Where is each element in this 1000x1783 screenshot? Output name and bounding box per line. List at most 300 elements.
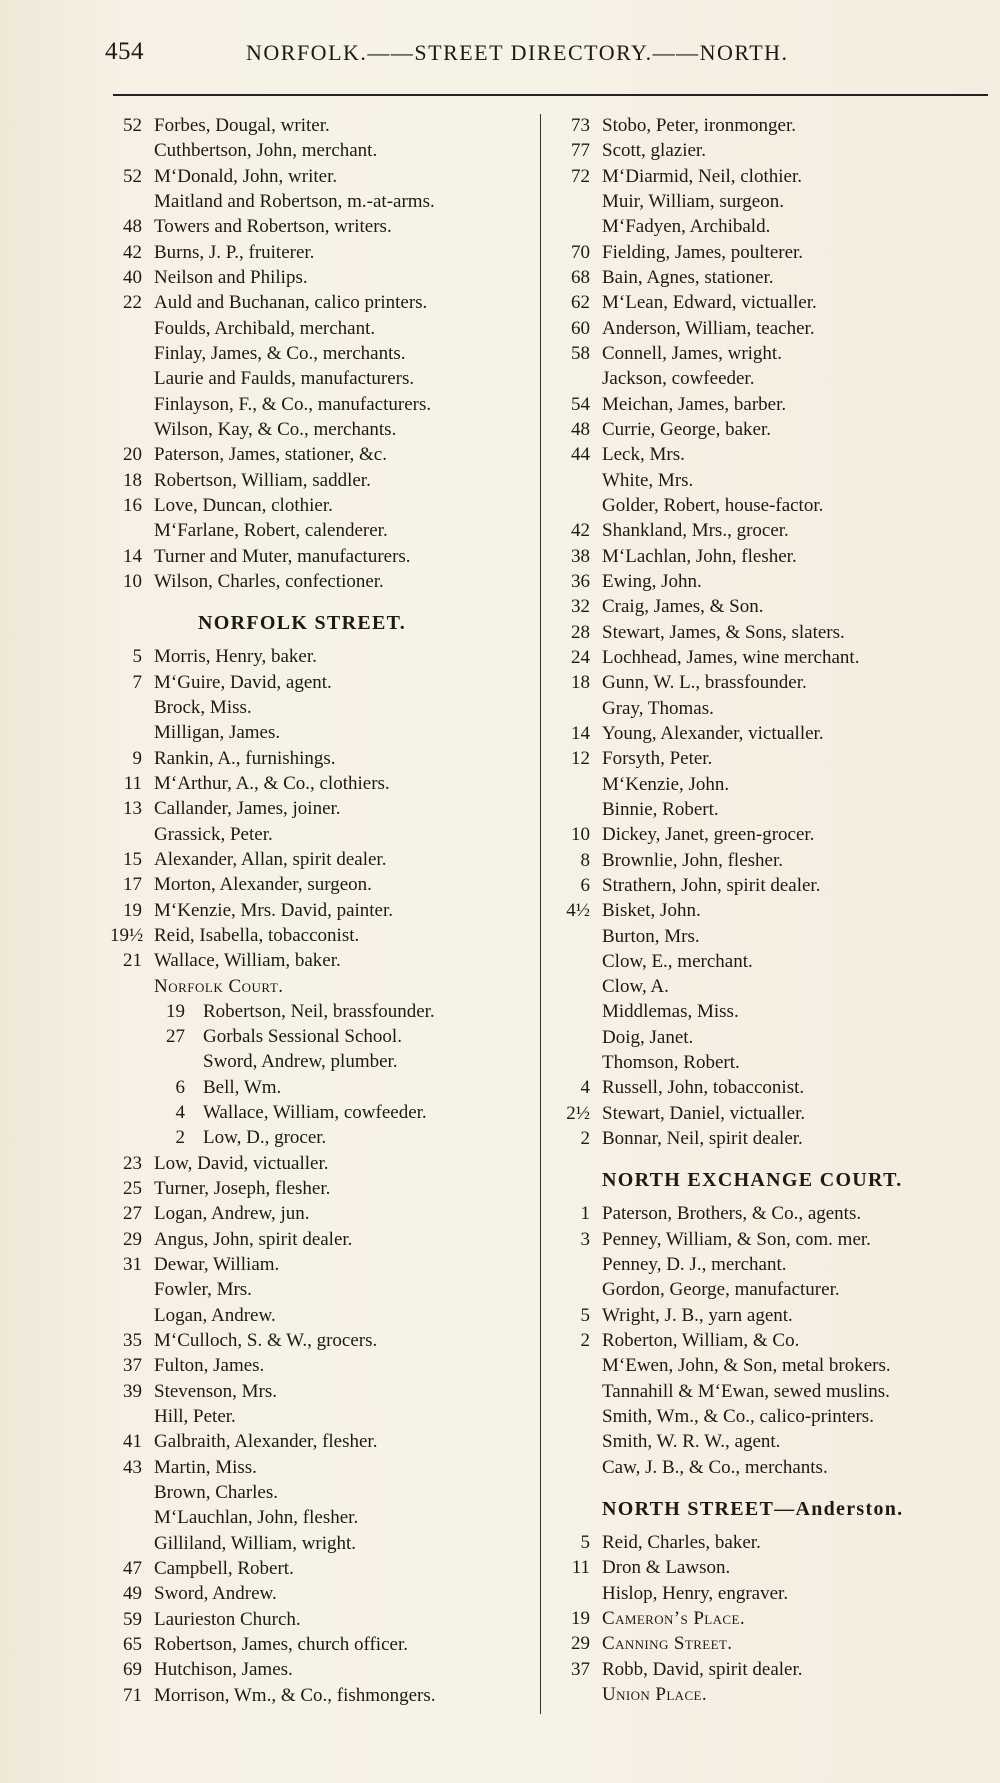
entry-text: M‘Farlane, Robert, calenderer. — [154, 520, 388, 542]
entry-text: Binnie, Robert. — [602, 798, 719, 820]
entry-text: M‘Culloch, S. & W., grocers. — [154, 1330, 378, 1352]
entry-text: Lochhead, James, wine merchant. — [602, 646, 860, 668]
entry-text: Callander, James, joiner. — [154, 798, 341, 820]
house-number: 68 — [571, 266, 590, 288]
directory-entry — [110, 923, 545, 948]
entry-text: Maitland and Robertson, m.-at-arms. — [154, 190, 435, 212]
entry-text: Finlay, James, & Co., merchants. — [154, 342, 406, 364]
house-number: 5 — [580, 1532, 590, 1554]
entry-text: Middlemas, Miss. — [602, 1001, 739, 1023]
entry-text: Tannahill & M‘Ewan, sewed muslins. — [602, 1380, 890, 1402]
entry-text: Thomson, Robert. — [602, 1052, 740, 1074]
house-number: 40 — [123, 266, 142, 288]
entry-text: M‘Kenzie, Mrs. David, painter. — [154, 899, 394, 921]
house-number: 38 — [571, 545, 590, 567]
house-number: 19 — [571, 1608, 590, 1630]
entry-text: Doig, Janet. — [602, 1026, 694, 1048]
directory-entry — [558, 1379, 993, 1404]
entry-text: Wallace, William, cowfeeder. — [203, 1102, 427, 1124]
directory-entry — [110, 847, 545, 872]
house-number: 77 — [571, 140, 590, 162]
house-number: 4½ — [566, 900, 590, 922]
entry-text: Gorbals Sessional School. — [203, 1026, 402, 1048]
directory-entry — [110, 1505, 545, 1530]
directory-entry — [558, 1581, 993, 1606]
directory-entry — [110, 265, 545, 290]
directory-entry — [110, 1201, 545, 1226]
directory-entry — [558, 240, 993, 265]
directory-entry — [558, 1025, 993, 1050]
running-head: NORFOLK.——STREET DIRECTORY.——NORTH. — [246, 40, 789, 65]
entry-text: Wilson, Kay, & Co., merchants. — [154, 418, 397, 440]
directory-entry — [558, 569, 993, 594]
entry-text: Robertson, James, church officer. — [154, 1634, 408, 1656]
directory-entry — [558, 468, 993, 493]
directory-entry — [558, 1455, 993, 1480]
directory-entry — [110, 1581, 545, 1606]
entry-text: Finlayson, F., & Co., manufacturers. — [154, 393, 432, 415]
directory-entry — [558, 341, 993, 366]
entry-text: Brown, Charles. — [154, 1482, 279, 1504]
house-number: 10 — [571, 824, 590, 846]
entry-text: Stevenson, Mrs. — [154, 1380, 277, 1402]
directory-entry — [558, 924, 993, 949]
directory-entry — [110, 1100, 545, 1125]
directory-entry — [558, 138, 993, 163]
house-number: 19½ — [110, 924, 144, 946]
directory-entry — [110, 1151, 545, 1176]
house-number: 43 — [123, 1456, 142, 1478]
directory-entry — [558, 594, 993, 619]
entry-text: Laurieston Church. — [154, 1608, 301, 1630]
directory-entry — [558, 1303, 993, 1328]
entry-text: Turner, Joseph, flesher. — [154, 1178, 331, 1200]
entry-text: Rankin, A., furnishings. — [154, 747, 336, 769]
directory-entry — [558, 848, 993, 873]
house-number: 37 — [571, 1658, 590, 1680]
directory-entry — [110, 771, 545, 796]
house-number: 71 — [123, 1684, 142, 1706]
directory-entry — [110, 746, 545, 771]
house-number: 42 — [123, 241, 142, 263]
house-number: 25 — [123, 1178, 142, 1200]
house-number: 58 — [571, 342, 590, 364]
entry-text: Robb, David, spirit dealer. — [602, 1658, 803, 1680]
entry-text: Stewart, James, & Sons, slaters. — [602, 621, 845, 643]
house-number: 12 — [571, 748, 590, 770]
directory-entry — [110, 999, 545, 1024]
entry-text: Canning Street. — [602, 1633, 733, 1655]
entry-text: Morrison, Wm., & Co., fishmongers. — [154, 1684, 436, 1706]
entry-text: Milligan, James. — [154, 722, 281, 744]
house-number: 2 — [580, 1128, 590, 1150]
entry-text: Towers and Robertson, writers. — [154, 216, 392, 238]
house-number: 42 — [571, 520, 590, 542]
entry-text: Leck, Mrs. — [602, 444, 685, 466]
directory-entry — [558, 518, 993, 543]
directory-entry — [558, 1353, 993, 1378]
house-number: 36 — [571, 570, 590, 592]
directory-entry — [558, 1201, 993, 1226]
entry-text: Burns, J. P., fruiterer. — [154, 241, 315, 263]
directory-entry — [110, 1607, 545, 1632]
directory-entry — [110, 1683, 545, 1708]
house-number: 4 — [580, 1077, 590, 1099]
house-number: 24 — [571, 646, 590, 668]
house-number: 27 — [166, 1026, 185, 1048]
entry-text: Bell, Wm. — [203, 1076, 282, 1098]
entry-text: Low, D., grocer. — [203, 1127, 327, 1149]
court-heading — [110, 974, 545, 999]
entry-text: Penney, D. J., merchant. — [602, 1254, 787, 1276]
entry-text: Foulds, Archibald, merchant. — [154, 317, 376, 339]
house-number: 15 — [123, 848, 142, 870]
entry-text: M‘Donald, John, writer. — [154, 165, 338, 187]
entry-text: Gray, Thomas. — [602, 697, 714, 719]
house-number: 27 — [123, 1203, 142, 1225]
directory-entry — [558, 366, 993, 391]
entry-text: Reid, Isabella, tobacconist. — [154, 924, 360, 946]
directory-entry — [558, 873, 993, 898]
directory-entry — [558, 822, 993, 847]
house-number: 14 — [123, 545, 142, 567]
entry-text: Caw, J. B., & Co., merchants. — [602, 1456, 828, 1478]
house-number: 7 — [132, 671, 142, 693]
entry-text: Sword, Andrew. — [154, 1583, 277, 1605]
entry-text: Gordon, George, manufacturer. — [602, 1279, 840, 1301]
house-number: 29 — [123, 1228, 142, 1250]
house-number: 59 — [123, 1608, 142, 1630]
entry-text: Golder, Robert, house-factor. — [602, 494, 824, 516]
house-number: 39 — [123, 1380, 142, 1402]
directory-entry — [558, 721, 993, 746]
directory-entry — [110, 1227, 545, 1252]
house-number: 8 — [580, 849, 590, 871]
directory-entry — [558, 1631, 993, 1656]
entry-text: Clow, A. — [602, 976, 669, 998]
directory-entry — [558, 392, 993, 417]
street-heading: NORFOLK STREET. — [198, 612, 407, 635]
directory-entry — [558, 797, 993, 822]
house-number: 60 — [571, 317, 590, 339]
directory-entry — [110, 493, 545, 518]
house-number: 52 — [123, 165, 142, 187]
directory-entry — [558, 620, 993, 645]
directory-entry — [558, 1277, 993, 1302]
house-number: 23 — [123, 1152, 142, 1174]
entry-text: Grassick, Peter. — [154, 823, 273, 845]
entry-text: Neilson and Philips. — [154, 266, 308, 288]
directory-entry — [110, 1176, 545, 1201]
entry-text: Young, Alexander, victualler. — [602, 722, 824, 744]
house-number: 11 — [571, 1557, 590, 1579]
directory-entry — [110, 898, 545, 923]
entry-text: Reid, Charles, baker. — [602, 1532, 761, 1554]
entry-text: Galbraith, Alexander, flesher. — [154, 1431, 378, 1453]
directory-entry — [558, 1404, 993, 1429]
entry-text: Gilliland, William, wright. — [154, 1532, 357, 1554]
directory-entry — [110, 822, 545, 847]
directory-entry — [110, 240, 545, 265]
entry-text: Dron & Lawson. — [602, 1557, 731, 1579]
directory-entry — [110, 468, 545, 493]
directory-entry — [110, 1632, 545, 1657]
entry-text: Logan, Andrew, jun. — [154, 1203, 310, 1225]
directory-entry — [110, 392, 545, 417]
directory-entry — [558, 417, 993, 442]
directory-entry — [110, 1404, 545, 1429]
house-number: 16 — [123, 494, 142, 516]
entry-text: Campbell, Robert. — [154, 1558, 294, 1580]
directory-entry — [110, 569, 545, 594]
directory-entry — [110, 644, 545, 669]
entry-text: M‘Fadyen, Archibald. — [602, 216, 771, 238]
directory-entry — [110, 1049, 545, 1074]
entry-text: Stewart, Daniel, victualler. — [602, 1102, 806, 1124]
directory-entry — [558, 189, 993, 214]
directory-entry — [110, 290, 545, 315]
directory-entry — [110, 442, 545, 467]
directory-entry — [558, 1252, 993, 1277]
entry-text: Muir, William, surgeon. — [602, 190, 784, 212]
page-header — [0, 38, 1000, 68]
directory-entry — [110, 138, 545, 163]
directory-entry — [558, 1075, 993, 1100]
directory-entry — [110, 1075, 545, 1100]
entry-text: Wallace, William, baker. — [154, 950, 341, 972]
entry-text: Hutchison, James. — [154, 1659, 293, 1681]
entry-text: M‘Kenzie, John. — [602, 773, 730, 795]
house-number: 1 — [580, 1203, 590, 1225]
left-column — [110, 113, 545, 1708]
directory-entry — [558, 316, 993, 341]
entry-text: Low, David, victualler. — [154, 1152, 329, 1174]
house-number: 18 — [123, 469, 142, 491]
entry-text: Brownlie, John, flesher. — [602, 849, 784, 871]
entry-text: Auld and Buchanan, calico printers. — [154, 292, 428, 314]
entry-text: Smith, Wm., & Co., calico-printers. — [602, 1406, 874, 1428]
directory-entry — [110, 1556, 545, 1581]
directory-entry — [558, 442, 993, 467]
entry-text: Penney, William, & Son, com. mer. — [602, 1228, 871, 1250]
entry-text: Meichan, James, barber. — [602, 393, 787, 415]
entry-text: Roberton, William, & Co. — [602, 1330, 800, 1352]
entry-text: M‘Lean, Edward, victualler. — [602, 292, 817, 314]
entry-text: Paterson, James, stationer, &c. — [154, 444, 387, 466]
house-number: 2½ — [566, 1102, 590, 1124]
directory-entry — [558, 746, 993, 771]
directory-entry — [110, 417, 545, 442]
entry-text: Fulton, James. — [154, 1355, 265, 1377]
directory-entry — [110, 316, 545, 341]
house-number: 4 — [175, 1102, 185, 1124]
entry-text: M‘Arthur, A., & Co., clothiers. — [154, 772, 390, 794]
directory-entry — [110, 366, 545, 391]
house-number: 3 — [580, 1228, 590, 1250]
entry-text: Martin, Miss. — [154, 1456, 257, 1478]
right-column — [558, 113, 993, 1707]
entry-text: Scott, glazier. — [602, 140, 706, 162]
house-number: 28 — [571, 621, 590, 643]
entry-text: Craig, James, & Son. — [602, 596, 764, 618]
house-number: 41 — [123, 1431, 142, 1453]
entry-text: Dickey, Janet, green-grocer. — [602, 824, 815, 846]
house-number: 21 — [123, 950, 142, 972]
directory-entry — [110, 1531, 545, 1556]
directory-entry — [110, 113, 545, 138]
house-number: 32 — [571, 596, 590, 618]
directory-entry — [558, 1050, 993, 1075]
house-number: 18 — [571, 672, 590, 694]
entry-text: Shankland, Mrs., grocer. — [602, 520, 789, 542]
house-number: 54 — [571, 393, 590, 415]
house-number: 19 — [166, 1000, 185, 1022]
entry-text: Laurie and Faulds, manufacturers. — [154, 368, 415, 390]
house-number: 17 — [123, 874, 142, 896]
house-number: 35 — [123, 1330, 142, 1352]
entry-text: Ewing, John. — [602, 570, 702, 592]
entry-text: Wilson, Charles, confectioner. — [154, 570, 384, 592]
directory-entry — [110, 189, 545, 214]
directory-entry — [110, 720, 545, 745]
entry-text: Hislop, Henry, engraver. — [602, 1582, 789, 1604]
entry-text: White, Mrs. — [602, 469, 694, 491]
entry-text: Brock, Miss. — [154, 696, 252, 718]
house-number: 11 — [123, 772, 142, 794]
house-number: 6 — [175, 1076, 185, 1098]
directory-entry — [110, 1303, 545, 1328]
directory-entry — [110, 164, 545, 189]
house-number: 69 — [123, 1659, 142, 1681]
directory-entry — [110, 796, 545, 821]
directory-entry — [110, 1480, 545, 1505]
house-number: 52 — [123, 115, 142, 136]
entry-text: Bain, Agnes, stationer. — [602, 266, 774, 288]
entry-text: Robertson, William, saddler. — [154, 469, 371, 491]
entry-text: M‘Ewen, John, & Son, metal brokers. — [602, 1355, 891, 1377]
entry-text: Smith, W. R. W., agent. — [602, 1431, 781, 1453]
entry-text: Clow, E., merchant. — [602, 950, 753, 972]
directory-entry — [558, 949, 993, 974]
house-number: 72 — [571, 165, 590, 187]
house-number: 47 — [123, 1558, 142, 1580]
directory-entry — [110, 544, 545, 569]
house-number: 10 — [123, 570, 142, 592]
house-number: 20 — [123, 444, 142, 466]
directory-entry — [558, 645, 993, 670]
entry-text: Cameron’s Place. — [602, 1608, 745, 1630]
entry-text: Angus, John, spirit dealer. — [154, 1228, 353, 1250]
entry-text: M‘Lachlan, John, flesher. — [602, 545, 797, 567]
house-number: 37 — [123, 1355, 142, 1377]
directory-entry — [558, 696, 993, 721]
entry-text: Connell, James, wright. — [602, 342, 782, 364]
directory-entry — [110, 214, 545, 239]
directory-entry — [110, 1353, 545, 1378]
entry-text: Stobo, Peter, ironmonger. — [602, 115, 796, 136]
entry-text: Bonnar, Neil, spirit dealer. — [602, 1128, 803, 1150]
directory-entry — [110, 872, 545, 897]
entry-text: Burton, Mrs. — [602, 925, 700, 947]
directory-entry — [110, 1024, 545, 1049]
house-number: 14 — [571, 722, 590, 744]
header-rule — [113, 94, 988, 96]
directory-entry — [110, 948, 545, 973]
directory-entry — [558, 1126, 993, 1151]
directory-entry — [558, 999, 993, 1024]
directory-entry — [558, 898, 993, 923]
directory-entry — [558, 265, 993, 290]
directory-entry — [558, 544, 993, 569]
house-number: 62 — [571, 292, 590, 314]
entry-text: Alexander, Allan, spirit dealer. — [154, 848, 387, 870]
entry-text: Strathern, John, spirit dealer. — [602, 874, 821, 896]
house-number: 2 — [175, 1127, 185, 1149]
directory-entry — [558, 113, 993, 138]
house-number: 2 — [580, 1330, 590, 1352]
house-number: 13 — [123, 798, 142, 820]
directory-entry — [110, 670, 545, 695]
directory-entry — [110, 1277, 545, 1302]
entry-text: Sword, Andrew, plumber. — [203, 1051, 398, 1073]
entry-text: Currie, George, baker. — [602, 418, 772, 440]
entry-text: M‘Diarmid, Neil, clothier. — [602, 165, 802, 187]
house-number: 31 — [123, 1254, 142, 1276]
directory-entry — [110, 695, 545, 720]
house-number: 5 — [580, 1304, 590, 1326]
house-number: 73 — [571, 115, 590, 136]
directory-entry — [558, 670, 993, 695]
directory-entry — [558, 1657, 993, 1682]
house-number: 48 — [123, 216, 142, 238]
directory-entry — [558, 974, 993, 999]
directory-entry — [558, 772, 993, 797]
entry-text: Norfolk Court. — [154, 975, 284, 997]
directory-entry — [558, 1555, 993, 1580]
entry-text: Turner and Muter, manufacturers. — [154, 545, 411, 567]
entry-text: Logan, Andrew. — [154, 1304, 276, 1326]
directory-entry — [558, 1682, 993, 1707]
entry-text: Jackson, cowfeeder. — [602, 368, 755, 390]
house-number: 49 — [123, 1583, 142, 1605]
street-heading: NORTH STREET—Anderston. — [602, 1498, 904, 1521]
entry-text: M‘Lauchlan, John, flesher. — [154, 1507, 359, 1529]
entry-text: Cuthbertson, John, merchant. — [154, 140, 378, 162]
entry-text: M‘Guire, David, agent. — [154, 671, 332, 693]
house-number: 65 — [123, 1634, 142, 1656]
directory-entry — [110, 1328, 545, 1353]
entry-text: Gunn, W. L., brassfounder. — [602, 672, 807, 694]
directory-entry — [110, 341, 545, 366]
house-number: 70 — [571, 241, 590, 263]
entry-text: Hill, Peter. — [154, 1406, 236, 1428]
directory-entry — [558, 493, 993, 518]
directory-entry — [558, 164, 993, 189]
entry-text: Morris, Henry, baker. — [154, 646, 317, 668]
directory-entry — [558, 1606, 993, 1631]
directory-entry — [110, 1429, 545, 1454]
page-number: 454 — [105, 38, 144, 65]
house-number: 29 — [571, 1633, 590, 1655]
entry-text: Forsyth, Peter. — [602, 748, 713, 770]
street-heading: NORTH EXCHANGE COURT. — [602, 1169, 903, 1192]
house-number: 22 — [123, 292, 142, 314]
entry-text: Forbes, Dougal, writer. — [154, 115, 330, 136]
directory-entry — [558, 1101, 993, 1126]
house-number: 48 — [571, 418, 590, 440]
directory-entry — [558, 214, 993, 239]
directory-entry — [110, 1455, 545, 1480]
